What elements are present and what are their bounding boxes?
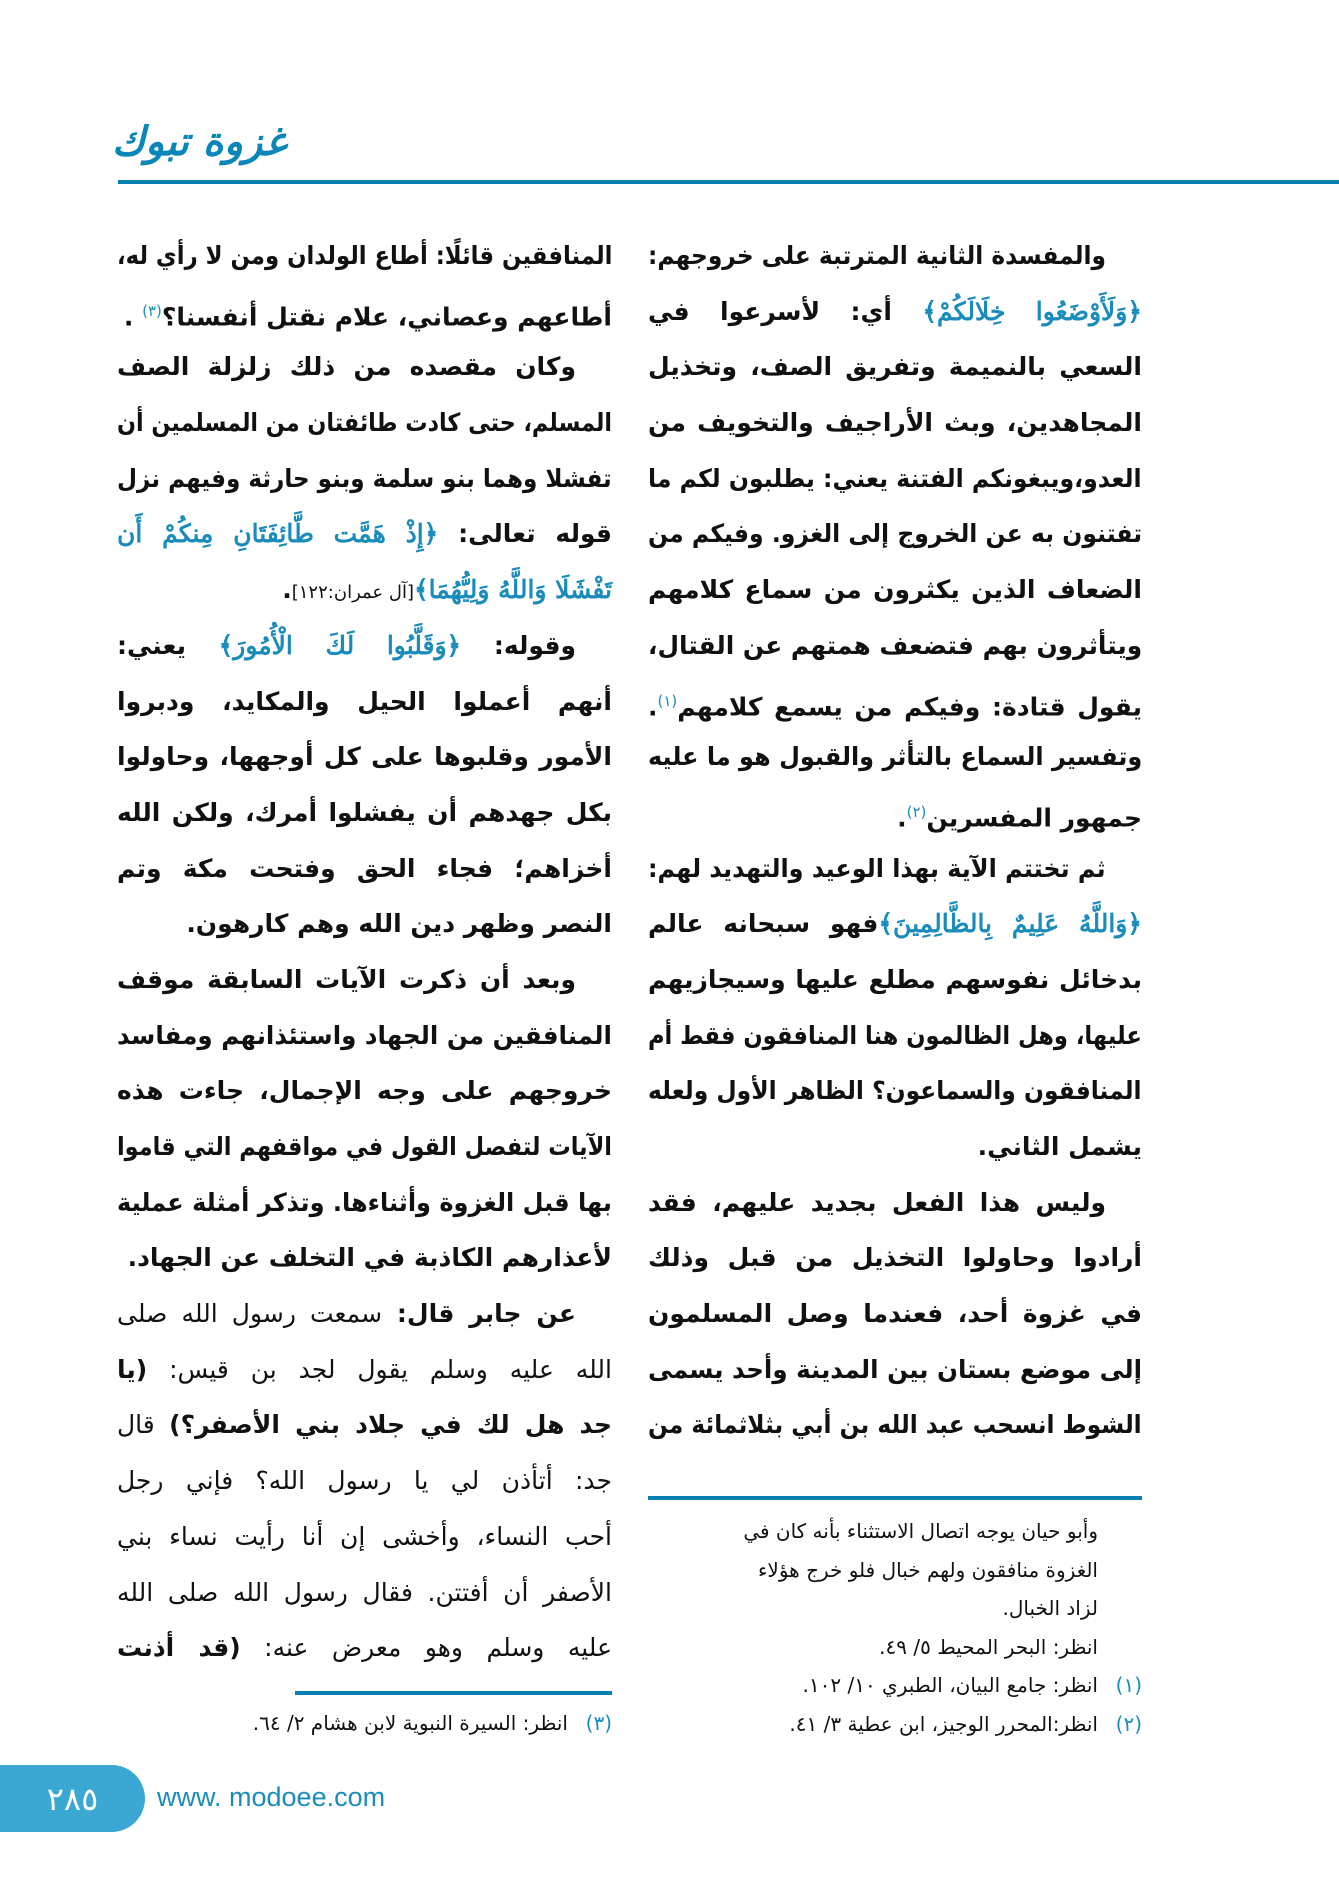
body-text: ثم تختتم الآية بهذا الوعيد والتهديد لهم:: [648, 853, 1106, 883]
quran-verse: ﴿وَلَأَوْضَعُوا خِلَالَكُمْ﴾: [922, 296, 1142, 326]
hadith-text: عليه وسلم وهو معرض عنه:: [240, 1633, 612, 1663]
footnote-rule-right: [648, 1496, 1142, 1500]
text-line: [117, 896, 612, 952]
page-number: ٢٨٥: [46, 1779, 99, 1818]
right-column: [648, 228, 1142, 1453]
body-text: أطاعهم وعصاني، علام نقتل أنفسنا؟: [161, 302, 612, 332]
text-line: [648, 729, 1142, 785]
body-text: إلى موضع بستان بين المدينة وأحد يسمى: [647, 1354, 1142, 1384]
text-line: [648, 1342, 1142, 1398]
body-text: أي: لأسرعوا في: [648, 296, 923, 326]
text-line: [648, 952, 1142, 1008]
body-text: عليها، وهل الظالمون هنا المنافقون فقط أم: [648, 1020, 1142, 1050]
body-text: المنافقين من الجهاد واستئذانهم ومفاسد: [117, 1020, 612, 1050]
hadith-bold-text: عن جابر قال:: [382, 1299, 576, 1329]
body-text: .: [282, 575, 292, 605]
verse-citation: [آل عمران:١٢٢]: [291, 582, 414, 604]
quran-verse: ﴿وَاللَّهُ عَلِيمٌ بِالظَّالِمِينَ﴾: [878, 909, 1143, 939]
footnote: [648, 1628, 1142, 1667]
text-line: [117, 451, 612, 507]
text-line: [117, 1453, 612, 1509]
footnote: [250, 1704, 612, 1743]
footnote: [648, 1551, 1142, 1590]
body-text: .: [897, 803, 907, 833]
body-text: الآيات لتفصل القول في مواقفهم التي قاموا: [117, 1132, 612, 1161]
body-text: يقول قتادة: وفيكم من يسمع كلامهم: [677, 691, 1142, 721]
text-line: [648, 1119, 1142, 1175]
text-line: [117, 1565, 612, 1621]
body-text: العدو،ويبغونكم الفتنة يعني: يطلبون لكم ما: [648, 463, 1142, 493]
body-text: المنافقون والسماعون؟ الظاهر الأول ولعله: [648, 1076, 1142, 1106]
body-text: الشوط انسحب عبد الله بن أبي بثلاثمائة من: [648, 1410, 1142, 1440]
text-line: [648, 1286, 1142, 1342]
text-line: [117, 395, 612, 451]
body-text: والمفسدة الثانية المترتبة على خروجهم:: [647, 241, 1106, 270]
text-line: [117, 1063, 612, 1119]
hadith-bold-text: (قد أذنت: [117, 1633, 241, 1663]
hadith-bold-text: جد هل لك في جلاد بني الأصفر؟): [169, 1410, 613, 1440]
text-line: [117, 506, 612, 562]
body-text: بكل جهدهم أن يفشلوا أمرك، ولكن الله: [117, 797, 612, 827]
text-line: [117, 785, 612, 841]
body-text: أرادوا وحاولوا التخذيل من قبل وذلك: [648, 1243, 1142, 1273]
footnote-number: (١): [1115, 1673, 1142, 1697]
text-line: [117, 339, 612, 395]
left-column: [117, 228, 612, 1676]
text-line: [648, 228, 1142, 284]
quran-verse: تَفْشَلَا وَاللَّهُ وَلِيُّهُمَا﴾: [413, 575, 612, 605]
text-line: [117, 228, 612, 284]
footnote: [648, 1666, 1142, 1705]
hadith-text: الأصفر أن أفتتن. فقال رسول الله صلى الله: [117, 1577, 612, 1607]
text-line: [117, 1175, 612, 1231]
text-line: [648, 1175, 1142, 1231]
body-text: المجاهدين، وبث الأراجيف والتخويف من: [648, 408, 1142, 438]
body-text: وليس هذا الفعل بجديد عليهم، فقد: [648, 1187, 1106, 1217]
quran-verse: ﴿إِذْ هَمَّت طَّائِفَتَانِ مِنكُمْ أَن: [117, 519, 439, 549]
running-header-title: غزوة تبوك: [112, 118, 287, 165]
text-line: [648, 896, 1142, 952]
text-line: [117, 1397, 612, 1453]
text-line: [117, 1008, 612, 1064]
text-line: [117, 674, 612, 730]
text-line: [648, 618, 1142, 674]
text-line: [648, 506, 1142, 562]
body-text: السعي بالنميمة وتفريق الصف، وتخذيل: [648, 352, 1142, 382]
footnote-text: انظر: جامع البيان، الطبري ١٠/ ١٠٢.: [802, 1673, 1098, 1697]
header-rule: [118, 180, 1339, 184]
text-line: [648, 451, 1142, 507]
text-line: [648, 1063, 1142, 1119]
body-text: النصر وظهر دين الله وهم كارهون.: [186, 909, 612, 939]
body-text: أنهم أعملوا الحيل والمكايد، ودبروا: [117, 686, 612, 716]
text-line: [648, 674, 1142, 730]
text-line: [648, 395, 1142, 451]
body-text: المسلم، حتى كادت طائفتان من المسلمين أن: [116, 408, 612, 438]
footnote: [648, 1589, 1142, 1628]
body-text: وتفسير السماع بالتأثر والقبول هو ما عليه: [647, 742, 1142, 772]
footer-url: www. modoee.com: [157, 1782, 386, 1812]
footnote-number: (٢): [1115, 1711, 1142, 1736]
footnotes-left: [250, 1704, 612, 1743]
quran-verse: ﴿وَقَلَّبُوا لَكَ الْأُمُورَ﴾: [218, 630, 462, 660]
body-text: جمهور المفسرين: [926, 803, 1142, 833]
body-text: فهو سبحانه عالم: [648, 909, 879, 939]
footnote: [648, 1705, 1142, 1744]
hadith-text: جد: أتأذن لي يا رسول الله؟ فإني رجل: [117, 1466, 612, 1496]
footnote-text: لزاد الخبال.: [1002, 1596, 1098, 1620]
footnote-text: انظر: البحر المحيط ٥/ ٤٩.: [879, 1634, 1098, 1659]
text-line: [117, 1119, 612, 1175]
footnote-rule-left: [295, 1691, 612, 1695]
footnote-text: وأبو حيان يوجه اتصال الاستثناء بأنه كان في: [743, 1519, 1098, 1543]
footnote-number: (٣): [585, 1711, 612, 1735]
body-text: وكان مقصده من ذلك زلزلة الصف: [117, 352, 576, 382]
text-line: [648, 1397, 1142, 1453]
text-line: [117, 562, 612, 618]
hadith-text: الله عليه وسلم يقول لجد بن قيس:: [147, 1354, 612, 1384]
hadith-text: سمعت رسول الله صلى: [117, 1299, 383, 1329]
text-line: [117, 1230, 612, 1286]
text-line: [648, 785, 1142, 841]
body-text: المنافقين قائلًا: أطاع الولدان ومن لا رأي له،: [116, 241, 612, 270]
footnote: [648, 1512, 1142, 1551]
text-line: [648, 339, 1142, 395]
text-line: [117, 1509, 612, 1565]
body-text: الضعاف الذين يكثرون من سماع كلامهم: [648, 575, 1142, 605]
body-text: بدخائل نفوسهم مطلع عليها وسيجازيهم: [648, 964, 1142, 994]
text-line: [117, 1620, 612, 1676]
body-text: وقوله:: [461, 630, 576, 660]
footnote-text: الغزوة منافقون ولهم خبال فلو خرج هؤلاء: [758, 1557, 1098, 1582]
text-line: [117, 1342, 612, 1398]
body-text: قوله تعالى:: [438, 519, 612, 549]
text-line: [117, 284, 612, 340]
text-line: [648, 841, 1142, 897]
body-text: خروجهم على وجه الإجمال، جاءت هذه: [117, 1076, 612, 1106]
body-text: في غزوة أحد، فعندما وصل المسلمون: [648, 1299, 1142, 1329]
footnote-marker: (٢): [906, 802, 927, 821]
footnote-marker: (١): [657, 691, 678, 710]
footnote-text: انظر:المحرر الوجيز، ابن عطية ٣/ ٤١.: [789, 1711, 1098, 1736]
hadith-text: قال: [117, 1410, 170, 1440]
text-line: [648, 284, 1142, 340]
body-text: يشمل الثاني.: [977, 1132, 1142, 1161]
body-text: أخزاهم؛ فجاء الحق وفتحت مكة وتم: [117, 853, 612, 883]
text-line: [648, 1230, 1142, 1286]
text-line: [648, 562, 1142, 618]
body-text: تفتنون به عن الخروج إلى الغزو. وفيكم من: [647, 519, 1142, 549]
footnote-text: انظر: السيرة النبوية لابن هشام ٢/ ٦٤.: [252, 1711, 568, 1735]
hadith-text: أحب النساء، وأخشى إن أنا رأيت نساء بني: [117, 1521, 612, 1551]
hadith-bold-text: (يا: [117, 1354, 148, 1384]
body-text: يعني:: [117, 630, 219, 660]
text-line: [117, 729, 612, 785]
text-line: [117, 952, 612, 1008]
body-text: وبعد أن ذكرت الآيات السابقة موقف: [117, 964, 576, 994]
footnote-marker: (٣): [142, 301, 162, 320]
body-text: الأمور وقلبوها على كل أوجهها، وحاولوا: [117, 742, 612, 772]
body-text: لأعذارهم الكاذبة في التخلف عن الجهاد.: [127, 1243, 612, 1273]
body-text: بها قبل الغزوة وأثناءها. وتذكر أمثلة عملية: [117, 1187, 612, 1217]
body-text: .: [648, 691, 658, 721]
footnotes-right: [648, 1512, 1142, 1743]
text-line: [117, 841, 612, 897]
page-number-tab: [0, 1765, 145, 1832]
text-line: [117, 1286, 612, 1342]
body-text: .: [123, 302, 143, 332]
body-text: ويتأثرون بهم فتضعف همتهم عن القتال،: [647, 630, 1142, 660]
text-line: [648, 1008, 1142, 1064]
text-line: [117, 618, 612, 674]
body-text: تفشلا وهما بنو سلمة وبنو حارثة وفيهم نزل: [117, 463, 612, 493]
